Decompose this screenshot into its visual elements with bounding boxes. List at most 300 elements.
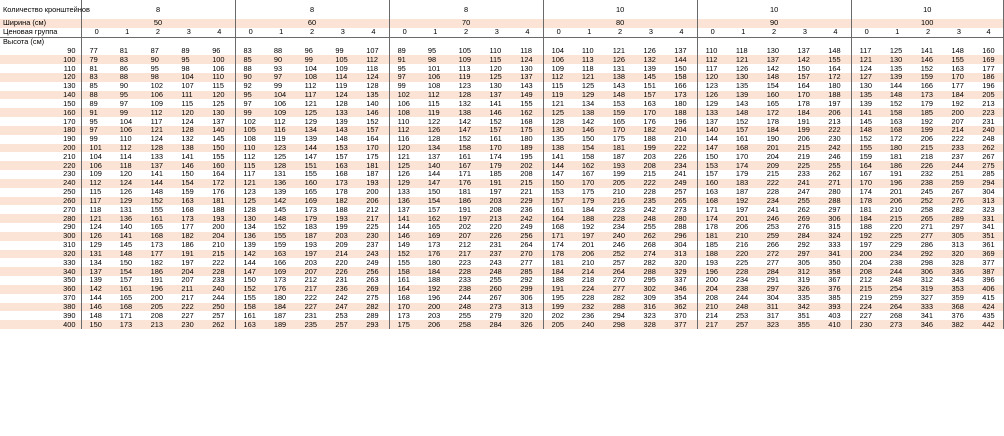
price-cell: 131 (612, 63, 626, 73)
price-cell: 128 (458, 90, 471, 100)
price-group-index: 2 (155, 27, 161, 37)
price-cell: 238 (458, 284, 471, 294)
price-cell: 108 (427, 81, 441, 91)
price-cell: 193 (705, 257, 718, 267)
price-cell: 181 (458, 187, 471, 197)
price-cell: 165 (304, 187, 317, 197)
price-cell: 262 (204, 320, 235, 329)
price-cell: 147 (458, 125, 471, 135)
price-cell: 197 (581, 231, 595, 241)
price-cell: 144 (889, 81, 903, 91)
price-cell: 233 (951, 143, 964, 152)
price-cell: 115 (204, 82, 235, 91)
table-row (0, 55, 1003, 64)
price-cell: 155 (243, 293, 256, 303)
price-cell: 170 (735, 151, 749, 161)
price-cell: 204 (181, 266, 194, 276)
price-cell: 293 (358, 320, 389, 329)
price-cell: 110 (119, 134, 132, 144)
price-cell: 90 (119, 81, 129, 91)
price-cell: 223 (612, 204, 626, 214)
price-cell: 200 (705, 275, 718, 285)
price-cell: 172 (889, 134, 903, 144)
price-cell: 120 (705, 72, 718, 82)
price-cell: 160 (766, 90, 780, 100)
price-cell: 192 (920, 116, 934, 126)
price-cell: 182 (150, 257, 163, 267)
price-cell: 359 (951, 293, 964, 303)
price-cell: 150 (581, 134, 595, 144)
price-cell: 206 (889, 195, 903, 205)
width-value: 90 (697, 19, 851, 28)
price-cell: 240 (204, 285, 235, 294)
price-cell: 140 (119, 222, 133, 232)
price-cell: 191 (797, 116, 810, 126)
price-cell: 236 (581, 310, 595, 320)
price-cell: 312 (797, 266, 810, 276)
price-cell: 107 (358, 46, 389, 55)
price-cell: 255 (489, 275, 502, 285)
price-cell: 376 (820, 285, 851, 294)
height-value: 250 (0, 188, 81, 197)
price-cell: 257 (335, 319, 348, 329)
price-cell: 174 (705, 213, 718, 223)
height-value: 320 (0, 250, 81, 259)
price-cell: 210 (889, 204, 903, 214)
price-group-index: 0 (710, 27, 715, 37)
price-cell: 158 (243, 301, 256, 311)
price-cell: 263 (358, 276, 389, 285)
price-cell: 123 (273, 143, 287, 152)
price-cell: 137 (766, 54, 780, 64)
price-cell: 203 (335, 231, 348, 241)
price-cell: 245 (920, 187, 934, 197)
price-cell: 184 (427, 266, 441, 276)
price-cell: 184 (951, 90, 964, 100)
price-cell: 161 (119, 284, 133, 294)
price-cell: 304 (766, 293, 780, 303)
price-cell: 163 (181, 195, 194, 205)
price-cell: 284 (489, 319, 502, 329)
price-cell: 282 (951, 204, 964, 214)
price-cell: 102 (397, 90, 410, 100)
price-cell: 228 (643, 187, 656, 197)
price-cell: 160 (204, 161, 235, 170)
price-cell: 225 (358, 223, 389, 232)
price-cell: 211 (181, 284, 194, 294)
price-cell: 90 (150, 54, 159, 64)
price-cell: 297 (766, 284, 780, 294)
price-cell: 155 (512, 99, 543, 108)
price-cell: 335 (797, 293, 810, 303)
price-cell: 155 (150, 204, 163, 214)
price-cell: 188 (551, 275, 564, 285)
price-cell: 131 (89, 248, 102, 258)
price-cell: 166 (920, 81, 934, 91)
price-cell: 145 (119, 240, 133, 250)
price-cell: 130 (889, 54, 903, 64)
price-cell: 121 (581, 72, 595, 82)
price-cell: 216 (735, 240, 749, 250)
price-cell: 165 (766, 98, 780, 108)
price-cell: 267 (489, 293, 502, 303)
price-cell: 165 (427, 222, 441, 232)
price-cell: 110 (705, 45, 718, 55)
price-cell: 125 (551, 107, 564, 117)
price-cell: 104 (119, 116, 133, 126)
price-cell: 112 (397, 125, 410, 135)
price-cell: 355 (797, 319, 810, 329)
price-cell: 122 (427, 116, 441, 126)
price-cell: 111 (181, 90, 193, 100)
price-cell: 119 (335, 81, 348, 91)
price-cell: 112 (273, 116, 286, 126)
price-cell: 288 (666, 223, 697, 232)
price-cell: 129 (705, 98, 718, 108)
price-cell: 206 (735, 222, 749, 232)
price-cell: 297 (797, 248, 810, 258)
price-cell: 209 (335, 240, 348, 250)
price-cell: 91 (397, 54, 406, 64)
price-cell: 188 (335, 204, 348, 214)
price-cell: 229 (512, 197, 543, 206)
price-cell: 393 (820, 303, 851, 312)
price-cell: 178 (335, 187, 348, 197)
price-cell: 85 (89, 81, 98, 91)
price-cell: 136 (273, 178, 287, 188)
price-cell: 210 (666, 135, 697, 144)
price-cell: 311 (766, 301, 779, 311)
price-cell: 148 (820, 46, 851, 55)
price-cell: 137 (397, 204, 410, 214)
price-cell: 138 (581, 107, 595, 117)
price-cell: 187 (735, 187, 749, 197)
price-cell: 95 (89, 116, 98, 126)
price-cell: 188 (204, 205, 235, 214)
price-cell: 354 (666, 294, 697, 303)
price-cell: 118 (89, 204, 102, 214)
price-cell: 288 (643, 266, 656, 276)
price-cell: 146 (181, 160, 194, 170)
price-cell: 152 (489, 116, 502, 126)
price-cell: 203 (643, 151, 656, 161)
price-cell: 126 (705, 90, 718, 100)
price-cell: 208 (512, 170, 543, 179)
price-cell: 341 (920, 310, 934, 320)
price-cell: 241 (797, 178, 810, 188)
price-cell: 323 (974, 205, 1003, 214)
price-cell: 89 (397, 45, 406, 55)
price-cell: 127 (859, 72, 872, 82)
price-cell: 110 (243, 143, 256, 152)
price-cell: 129 (89, 240, 102, 250)
price-cell: 312 (920, 275, 934, 285)
price-cell: 102 (243, 116, 256, 126)
price-cell: 208 (150, 310, 163, 320)
price-cell: 264 (889, 301, 903, 311)
price-group-index: 3 (186, 27, 191, 37)
price-cell: 118 (119, 160, 132, 170)
price-cell: 282 (643, 257, 656, 267)
price-cell: 240 (581, 319, 595, 329)
price-cell: 125 (304, 107, 317, 117)
price-cell: 234 (666, 161, 697, 170)
price-cell: 188 (859, 222, 872, 232)
price-cell: 170 (397, 301, 410, 311)
price-cell: 217 (181, 293, 194, 303)
price-cell: 182 (643, 125, 656, 135)
price-cell: 188 (581, 213, 595, 223)
price-group-index: 3 (802, 27, 807, 37)
price-cell: 184 (273, 301, 287, 311)
price-cell: 139 (304, 134, 317, 144)
price-cell: 170 (643, 107, 656, 117)
price-cell: 114 (335, 72, 348, 82)
price-cell: 353 (951, 284, 964, 294)
price-cell: 181 (358, 161, 389, 170)
price-cell: 256 (358, 267, 389, 276)
price-group-index: 0 (248, 27, 253, 37)
price-cell: 268 (643, 240, 656, 250)
height-value: 390 (0, 311, 81, 320)
price-cell: 362 (666, 303, 697, 312)
price-cell: 264 (612, 266, 626, 276)
price-cell: 150 (181, 169, 194, 179)
price-cell: 212 (458, 240, 471, 250)
height-value: 330 (0, 258, 81, 267)
price-cell: 158 (581, 151, 595, 161)
price-cell: 255 (643, 222, 656, 232)
price-cell: 216 (612, 195, 626, 205)
price-cell: 117 (89, 195, 102, 205)
price-cell: 196 (705, 266, 718, 276)
price-cell: 169 (273, 266, 287, 276)
price-cell: 275 (974, 161, 1003, 170)
price-cell: 208 (489, 204, 502, 214)
price-cell: 109 (150, 98, 163, 108)
price-cell: 254 (889, 284, 903, 294)
price-cell: 277 (512, 258, 543, 267)
price-cell: 280 (666, 214, 697, 223)
price-cell: 158 (397, 266, 410, 276)
price-group-index: 4 (204, 28, 235, 37)
price-cell: 199 (335, 222, 348, 232)
price-cell: 160 (974, 46, 1003, 55)
price-cell: 130 (766, 45, 780, 55)
price-cell: 117 (150, 116, 163, 126)
price-cell: 125 (243, 195, 256, 205)
price-cell: 319 (920, 284, 934, 294)
price-cell: 99 (304, 54, 313, 64)
price-cell: 135 (735, 81, 749, 91)
price-cell: 269 (358, 285, 389, 294)
price-cell: 231 (489, 240, 502, 250)
price-cell: 305 (951, 231, 964, 241)
price-cell: 174 (735, 160, 749, 170)
price-cell: 328 (951, 257, 964, 267)
price-cell: 148 (89, 310, 102, 320)
price-cell: 196 (889, 178, 903, 188)
price-cell: 259 (766, 231, 780, 241)
height-value: 310 (0, 241, 81, 250)
price-cell: 315 (820, 223, 851, 232)
price-cell: 176 (427, 248, 441, 258)
price-cell: 170 (489, 143, 502, 152)
price-cell: 377 (666, 320, 697, 329)
price-cell: 151 (304, 160, 317, 170)
price-cell: 142 (458, 116, 471, 126)
height-value: 160 (0, 108, 81, 117)
price-cell: 277 (920, 231, 934, 241)
price-cell: 176 (204, 188, 235, 197)
price-cell: 125 (397, 160, 410, 170)
price-group-index: 2 (309, 27, 315, 37)
price-cell: 173 (304, 204, 317, 214)
price-cell: 200 (204, 223, 235, 232)
price-cell: 249 (666, 179, 697, 188)
width-value: 70 (389, 19, 543, 28)
price-cell: 237 (489, 248, 502, 258)
price-cell: 135 (551, 134, 564, 144)
price-cell: 237 (358, 241, 389, 250)
price-group-index: 1 (279, 27, 284, 37)
price-cell: 118 (512, 46, 543, 55)
price-cell: 120 (489, 63, 502, 73)
price-cell: 113 (458, 63, 471, 73)
price-cell: 185 (920, 107, 934, 117)
price-cell: 188 (643, 134, 656, 144)
price-cell: 152 (150, 195, 163, 205)
price-cell: 121 (859, 54, 872, 64)
price-cell: 289 (951, 213, 964, 223)
price-cell: 93 (273, 63, 283, 73)
price-cell: 396 (974, 276, 1003, 285)
price-cell: 246 (766, 213, 780, 223)
price-cell: 185 (489, 169, 502, 179)
price-cell: 184 (797, 107, 810, 117)
price-cell: 163 (273, 248, 287, 258)
price-cell: 130 (243, 213, 256, 223)
price-cell: 183 (304, 222, 317, 232)
price-cell: 206 (820, 108, 851, 117)
price-cell: 91 (89, 107, 98, 117)
price-cell: 115 (551, 81, 564, 91)
price-cell: 129 (581, 90, 595, 100)
price-cell: 173 (335, 178, 348, 188)
height-value: 210 (0, 152, 81, 161)
price-cell: 120 (119, 169, 133, 179)
price-cell: 159 (612, 107, 626, 117)
price-cell: 98 (181, 63, 190, 73)
price-cell: 152 (735, 116, 749, 126)
price-cell: 297 (820, 205, 851, 214)
price-cell: 313 (666, 250, 697, 259)
price-cell: 304 (666, 241, 697, 250)
price-cell: 106 (397, 98, 410, 108)
price-cell: 207 (304, 266, 317, 276)
price-cell: 141 (551, 151, 564, 161)
price-cell: 172 (204, 179, 235, 188)
table-row (0, 99, 1003, 108)
price-cell: 252 (920, 195, 934, 205)
price-group-index: 2 (618, 27, 623, 37)
price-cell: 329 (666, 267, 697, 276)
price-cell: 133 (397, 187, 410, 197)
price-cell: 112 (243, 151, 256, 161)
price-cell: 166 (666, 82, 697, 91)
price-cell: 243 (489, 257, 502, 267)
price-cell: 120 (181, 107, 194, 117)
price-cell: 284 (797, 231, 810, 241)
price-cell: 175 (512, 126, 543, 135)
price-cell: 191 (551, 284, 564, 294)
price-cell: 120 (397, 143, 410, 152)
price-cell: 77 (89, 45, 98, 55)
price-cell: 90 (273, 54, 283, 64)
price-cell: 146 (397, 231, 410, 241)
price-cell: 226 (920, 160, 934, 170)
price-cell: 201 (889, 187, 903, 197)
price-cell: 181 (705, 231, 718, 241)
price-cell: 201 (581, 240, 595, 250)
price-cell: 255 (820, 161, 851, 170)
price-cell: 170 (797, 90, 810, 100)
price-cell: 165 (119, 293, 133, 303)
height-value: 270 (0, 205, 81, 214)
price-cell: 141 (920, 45, 934, 55)
price-cell: 233 (458, 275, 471, 285)
price-cell: 133 (150, 151, 163, 161)
price-cell: 130 (512, 64, 543, 73)
price-cell: 163 (951, 63, 964, 73)
price-cell: 279 (489, 310, 502, 320)
price-cell: 130 (204, 108, 235, 117)
price-cell: 88 (119, 72, 129, 82)
price-cell: 358 (820, 267, 851, 276)
price-cell: 128 (273, 160, 287, 170)
price-cell: 203 (427, 310, 441, 320)
price-cell: 150 (119, 257, 133, 267)
price-cell: 197 (304, 248, 317, 258)
price-cell: 149 (397, 240, 410, 250)
price-cell: 197 (489, 187, 502, 197)
price-cell: 213 (150, 319, 163, 329)
price-cell: 225 (735, 257, 749, 267)
price-cell: 204 (859, 257, 872, 267)
price-cell: 170 (951, 72, 964, 82)
price-cell: 351 (797, 310, 810, 320)
price-cell: 140 (427, 160, 441, 170)
price-cell: 148 (766, 72, 780, 82)
price-cell: 238 (920, 178, 934, 188)
price-cell: 136 (397, 195, 410, 205)
price-cell: 145 (204, 135, 235, 144)
price-cell: 126 (735, 63, 749, 73)
price-cell: 262 (974, 144, 1003, 153)
price-cell: 143 (612, 81, 626, 91)
price-cell: 199 (920, 125, 934, 135)
price-cell: 123 (705, 81, 718, 91)
price-cell: 106 (551, 54, 564, 64)
price-cell: 170 (859, 178, 872, 188)
price-cell: 151 (643, 81, 656, 91)
price-cell: 442 (974, 320, 1003, 329)
price-cell: 144 (89, 293, 102, 303)
price-cell: 148 (735, 107, 749, 117)
price-group-index: 4 (512, 28, 543, 37)
price-cell: 210 (612, 187, 626, 197)
price-cell: 244 (889, 266, 903, 276)
